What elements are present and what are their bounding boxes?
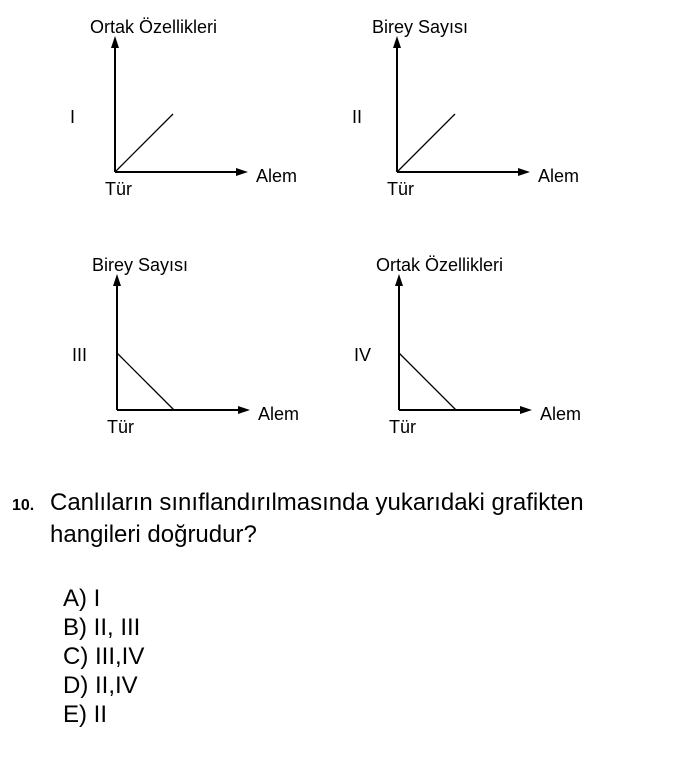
option-d[interactable]: D) II,IV	[63, 672, 138, 699]
graph-i-trend-line	[115, 114, 173, 172]
graph-iii-x-label: Alem	[258, 404, 300, 424]
graph-iv	[344, 248, 604, 448]
graph-iv-roman: IV	[354, 345, 372, 365]
graph-iv-y-label: Ortak Özellikleri	[376, 255, 504, 275]
graph-iii-trend-line	[117, 353, 174, 410]
question	[12, 488, 672, 549]
answer-options	[63, 584, 144, 729]
graph-iii	[62, 248, 322, 448]
graph-iv-origin-label: Tür	[389, 417, 416, 437]
option-c[interactable]: C) III,IV	[63, 643, 145, 670]
graph-i	[60, 10, 320, 210]
graph-i-y-label: Ortak Özellikleri	[90, 17, 218, 37]
graph-ii-trend-line	[397, 114, 455, 172]
graph-iii-y-label: Birey Sayısı	[92, 255, 189, 275]
option-b[interactable]: B) II, III	[63, 614, 141, 641]
graph-iii-origin-label: Tür	[107, 417, 134, 437]
question-line-1	[12, 488, 672, 520]
graph-i-roman: I	[70, 107, 76, 127]
graph-ii	[342, 10, 602, 210]
graph-iv-trend-line	[399, 353, 456, 410]
option-a[interactable]: A) I	[63, 585, 101, 612]
graph-ii-x-label: Alem	[538, 166, 580, 186]
question-text-line-2: hangileri doğrudur?	[50, 521, 257, 548]
graph-iii-roman: III	[72, 345, 88, 365]
question-text-line-1: Canlıların sınıflandırılmasında yukarıdaki grafikten	[50, 489, 584, 516]
graph-ii-origin-label: Tür	[387, 179, 414, 199]
option-e[interactable]: E) II	[63, 701, 108, 728]
graph-ii-roman: II	[352, 107, 363, 127]
graph-i-x-label: Alem	[256, 166, 298, 186]
graph-iv-x-label: Alem	[540, 404, 582, 424]
question-number: 10.	[12, 497, 35, 514]
graph-i-origin-label: Tür	[105, 179, 132, 199]
graph-ii-y-label: Birey Sayısı	[372, 17, 469, 37]
